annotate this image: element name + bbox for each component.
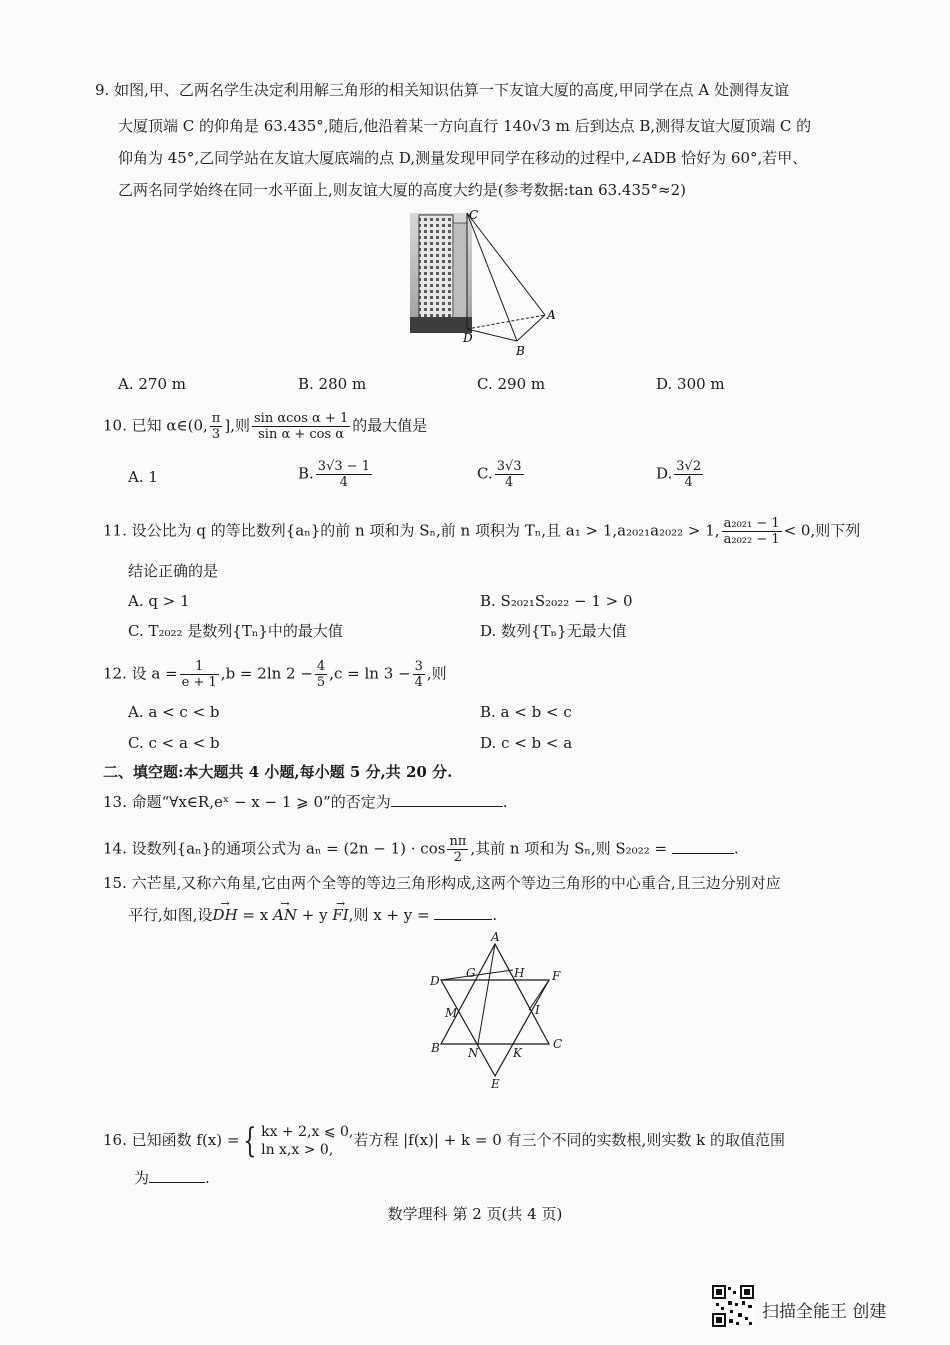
q13-stem: 13. 命题“∀x∈R,eˣ − x − 1 ⩾ 0”的否定为 . bbox=[103, 793, 508, 811]
q9-line2: 大厦顶端 C 的仰角是 63.435°,随后,他沿着某一方向直行 140√3 m 后到达点 B,测得友谊大厦顶端 C 的 bbox=[118, 117, 812, 135]
section2-heading: 二、填空题:本大题共 4 小题,每小题 5 分,共 20 分. bbox=[103, 763, 453, 781]
building-tower bbox=[419, 215, 453, 325]
label-C: C bbox=[469, 208, 479, 222]
q12-stem: 12. 设 a = $\frac{1}{e + 1}$ ,b = 2ln 2 − $\frac{4}{5}$ ,c = ln 3 − $\frac{3}{4}$ ,则 bbox=[103, 659, 447, 690]
q16-line2: 为 . bbox=[134, 1169, 210, 1187]
q11-option-c: C. T₂₀₂₂ 是数列{Tₙ}中的最大值 bbox=[128, 622, 343, 640]
label-K: K bbox=[513, 1046, 522, 1060]
q10-option-a: A. 1 bbox=[128, 468, 158, 486]
label-D: D bbox=[463, 331, 473, 345]
q9-line4: 乙两名同学始终在同一水平面上,则友谊大厦的高度大约是(参考数据:tan 63.435°≈2) bbox=[118, 181, 687, 199]
label-E: E bbox=[491, 1077, 500, 1090]
scanner-watermark: 扫描全能王 创建 bbox=[762, 1302, 887, 1322]
q11-option-b: B. S₂₀₂₁S₂₀₂₂ − 1 > 0 bbox=[480, 592, 633, 610]
q12-option-a: A. a < c < b bbox=[128, 703, 220, 721]
q9-option-b: B. 280 m bbox=[298, 375, 367, 393]
q9-option-c: C. 290 m bbox=[477, 375, 546, 393]
label-B: B bbox=[516, 344, 525, 358]
q9-line3: 仰角为 45°,乙同学站在友谊大厦底端的点 D,测量发现甲同学在移动的过程中,∠ADB 恰好为 60°,若甲、 bbox=[118, 149, 808, 167]
q9-option-d: D. 300 m bbox=[656, 375, 725, 393]
q12-option-d: D. c < b < a bbox=[480, 734, 573, 752]
q10-option-d: D. $\frac{3√2}{4}$ bbox=[656, 459, 702, 490]
label-G: G bbox=[466, 966, 476, 980]
label-F: F bbox=[552, 969, 561, 983]
label-A: A bbox=[547, 308, 556, 322]
page-footer: 数学理科 第 2 页(共 4 页) bbox=[387, 1205, 563, 1223]
q11-option-a: A. q > 1 bbox=[128, 592, 190, 610]
q11-line2: 结论正确的是 bbox=[128, 562, 219, 580]
q15-line1: 15. 六芒星,又称六角星,它由两个全等的等边三角形构成,这两个等边三角形的中心重合,且三边分别对应 bbox=[103, 874, 781, 892]
label-H: H bbox=[514, 966, 525, 980]
q16-stem: 16. 已知函数 f(x) = { kx + 2,x ⩽ 0, ln x,x > 0, 若方程 |f(x)| + k = 0 有三个不同的实数根,则实数 k 的取值范围 bbox=[103, 1121, 785, 1161]
q15-line2: 平行,如图,设→ DH = x → AN + y → FI,则 x + y = . bbox=[128, 905, 497, 925]
q10-option-c: C. $\frac{3√3}{4}$ bbox=[477, 459, 522, 490]
q12-option-b: B. a < b < c bbox=[480, 703, 572, 721]
label-D: D bbox=[430, 974, 440, 988]
label-N: N bbox=[468, 1046, 479, 1060]
q11-option-d: D. 数列{Tₙ}无最大值 bbox=[480, 622, 627, 640]
q11-stem: 11. 设公比为 q 的等比数列{aₙ}的前 n 项和为 Sₙ,前 n 项积为 Tₙ,且 a₁ > 1,a₂₀₂₁a₂₀₂₂ > 1, $\frac{\text{a₂₀₂₁ − 1}}{\text{a₂₀₂₂ − 1}}$ < 0,则下列 bbox=[103, 516, 861, 547]
label-M: M bbox=[445, 1006, 458, 1020]
label-A: A bbox=[491, 930, 500, 944]
q9-option-a: A. 270 m bbox=[118, 375, 186, 393]
q14-answer-blank[interactable] bbox=[672, 839, 734, 854]
label-I: I bbox=[535, 1003, 540, 1017]
q16-answer-blank[interactable] bbox=[149, 1168, 205, 1183]
q10-option-b: B. $\frac{3√3 - 1}{4}$ bbox=[298, 459, 371, 490]
label-C: C bbox=[553, 1037, 563, 1051]
q15-hexagram-figure bbox=[425, 930, 575, 1090]
q9-building-figure bbox=[405, 205, 575, 365]
qr-code-icon bbox=[712, 1285, 754, 1327]
q12-option-c: C. c < a < b bbox=[128, 734, 220, 752]
q14-stem: 14. 设数列{aₙ}的通项公式为 aₙ = (2n − 1) · cos $\frac{n\pi}{2}$ ,其前 n 项和为 Sₙ,则 S₂₀₂₂ = . bbox=[103, 834, 739, 865]
q10-stem: 10. 已知 α∈(0, $\frac{\pi}{3}$ ],则 $\frac{\text{sin αcos α + 1}}{\text{sin α + cos α}}$ 的最大值是 bbox=[103, 411, 428, 442]
label-B: B bbox=[431, 1041, 440, 1055]
q13-answer-blank[interactable] bbox=[391, 792, 503, 807]
q9-line1: 9. 如图,甲、乙两名学生决定利用解三角形的相关知识估算一下友谊大厦的高度,甲同学在点 A 处测得友谊 bbox=[95, 81, 789, 99]
q15-answer-blank[interactable] bbox=[434, 905, 492, 920]
